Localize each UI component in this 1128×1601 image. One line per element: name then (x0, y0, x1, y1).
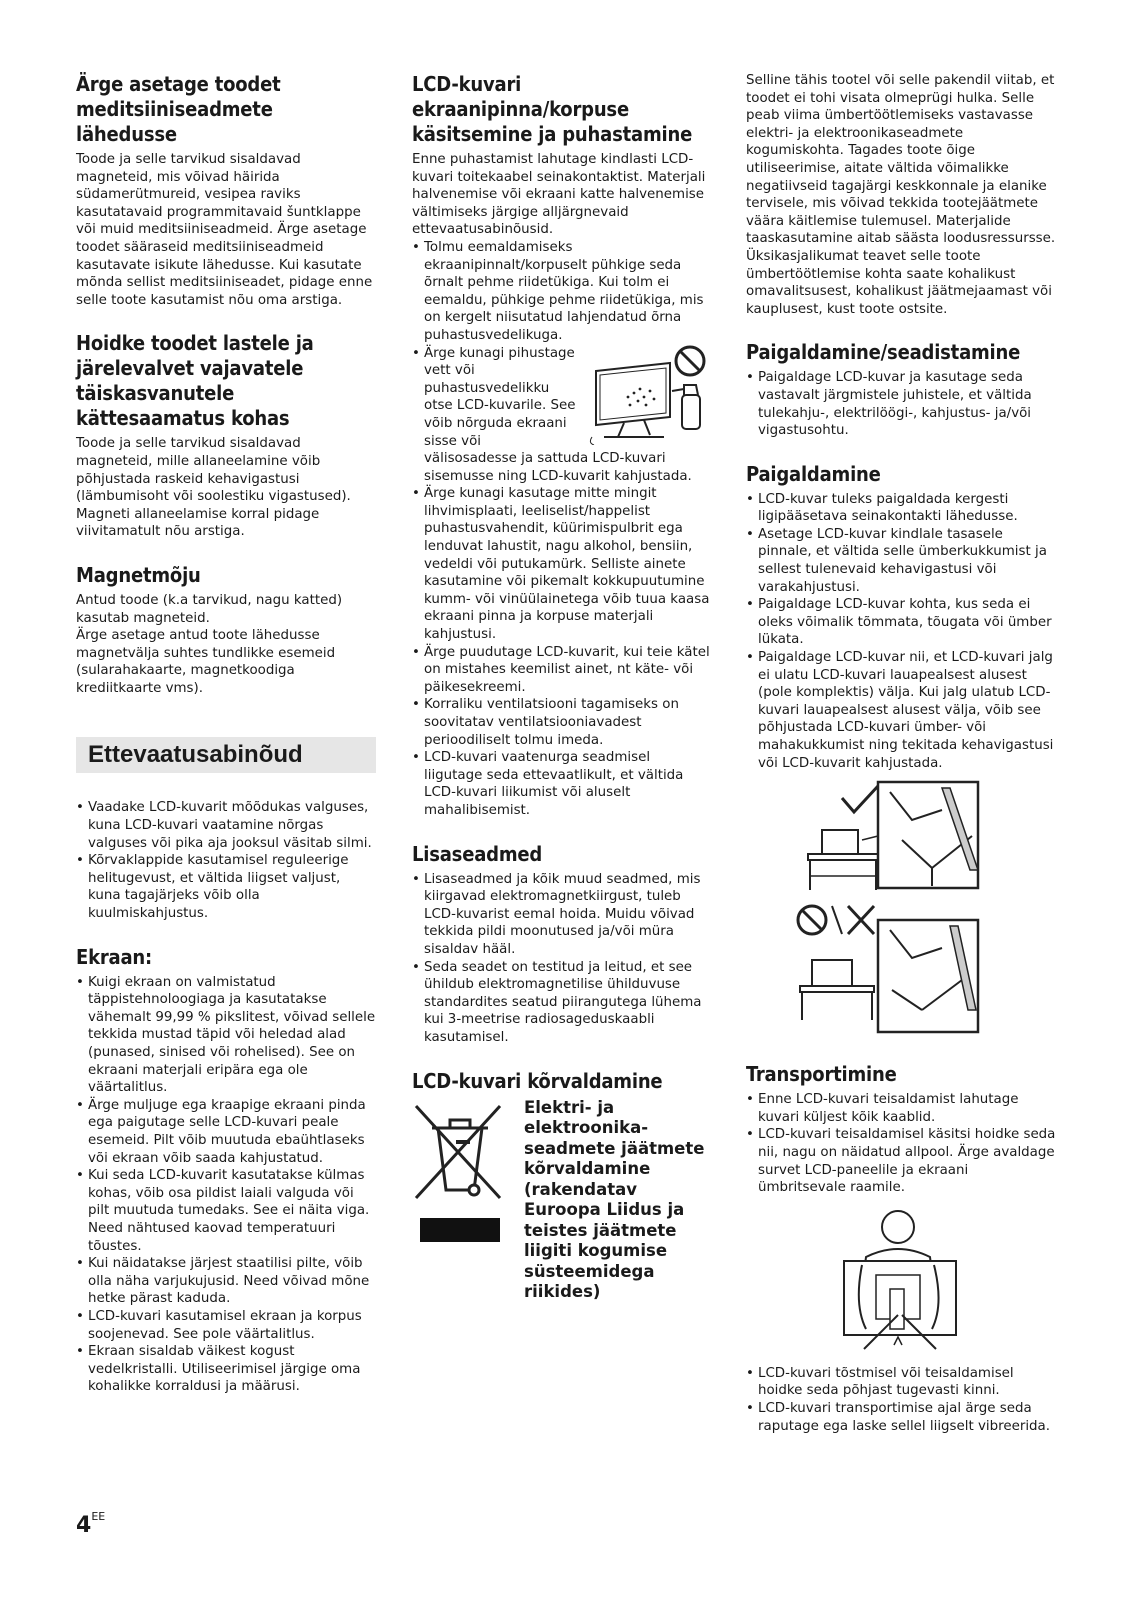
list-item: • Vaadake LCD-kuvarit mõõdukas valguses, kuna LCD-kuvari vaatamine nõrgas valguses või pika aja jooksul väsitab silmi. (76, 799, 376, 852)
list-item: • Enne LCD-kuvari teisaldamist lahutage kuvari küljest kõik kaablid. (746, 1091, 1058, 1126)
list-item: • LCD-kuvari kasutamisel ekraan ja korpus soojenevad. See pole väärtalitlus. (76, 1308, 376, 1343)
list-item: • Paigaldage LCD-kuvar nii, et LCD-kuvari jalg ei ulatu LCD-kuvari lauapealsest alusest (pole komplektis) välja. Kui jalg ulatub LCD-kuvari lauapealsest alusest välja, võib see põhjustada LCD-kuvari ümber- või mahakukkumist ning tekitada kehavigastusi või LCD-kuvarit kahjustada. (746, 649, 1058, 772)
section-screen (76, 945, 376, 1396)
no-spray-text: Ärge kunagi pihustage vett või puhastusvedelikku otse LCD-kuvarile. See võib nõrguda ekraani sisse või välisosadesse ja sattuda LCD-kuvari sisemusse ning LCD-kuvarit kahjustada. (424, 345, 692, 484)
heading-cleaning: LCD-kuvari ekraanipinna/korpuse käsitsemine ja puhastamine (412, 72, 693, 146)
weee-block (412, 1098, 712, 1303)
list-item: • Paigaldage LCD-kuvar kohta, kus seda ei oleks võimalik tõmmata, tõugata või ümber lükata. (746, 596, 1058, 649)
column-1 (76, 72, 376, 1418)
list-item: • Tolmu eemaldamiseks ekraanipinnalt/korpuselt pühkige seda õrnalt pehme riidetükiga. Kui tolm ei eemaldu, pühkige pehme riidetükiga, mis on kergelt niisutatud lahjendatud õrna puhastusvedelikuga. (412, 239, 712, 345)
heading-magnetic: Magnetmõju (76, 562, 201, 587)
column-2 (412, 72, 712, 1325)
list-item: • LCD-kuvari teisaldamisel käsitsi hoidke seda nii, nagu on näidatud allpool. Ärge avaldage survet LCD-paneelile ja ekraani ümbritsevale raamile. (746, 1126, 1058, 1196)
heading-transport: Transportimine (746, 1062, 897, 1087)
section-medical-devices (76, 72, 376, 309)
crossed-bin-icon (412, 1098, 504, 1248)
heading-installation: Paigaldamine (746, 461, 881, 486)
list-item-no-spray (412, 345, 712, 486)
list-item: • Ärge kunagi kasutage mitte mingit lihvimisplaati, leeliselist/happelist puhastusvahendit, küürimispulbrit ega lenduvat lahustit, nagu alkohol, bensiin, vedeldi või putukamürk. Selliste ainete kasutamine või pikemalt kokkupuutumine kumm- või vinüülainetega võib tuua kaasa ekraani pinna ja korpuse materjali kahjustusi. (412, 485, 712, 643)
list-item: • Asetage LCD-kuvar kindlale tasasele pinnale, et vältida selle ümberkukkumist ja sellest tulenevaid kehavigastusi või varakahjustusi. (746, 526, 1058, 596)
paragraph-children: Toode ja selle tarvikud sisaldavad magneteid, mille allaneelamine võib põhjustada raskeid kehavigastusi (lämbumisoht või soolestiku vigastused). Magneti allaneelamise korral pidage viivitamatult nõu arstiga. (76, 436, 351, 540)
list-item: • LCD-kuvari tõstmisel või teisaldamisel hoidke seda põhjast tugevasti kinni. (746, 1365, 1058, 1400)
paragraph-magnetic-1: Antud toode (k.a tarvikud, nagu katted) kasutab magneteid. (76, 592, 343, 626)
page-language-code: EE (91, 1510, 106, 1523)
paragraph-cleaning-intro: Enne puhastamist lahutage kindlasti LCD-kuvari toitekaabel seinakontaktist. Materjali halvenemise või ekraani katte halvenemise vältimiseks järgige alljärgnevaid ettevaatusabinõusid. (412, 152, 706, 238)
paragraph-disposal: Selline tähis tootel või selle pakendil viitab, et toodet ei tohi visata olmeprügi hulka. Selle peab viima ümbertöötlemiseks vastavasse elektri- ja elektroonikaseadmete kogumiskohta. Tagades toote õige utiliseerimise, aitate vältida võimalikke negatiivseid tagajärgi keskkonnale ja elanike tervisele, mis võivad tekkida tootejäätmete väära käitlemise tulemusel. Materjalide taaskasutamine aitab säästa loodusressursse. Üksikasjalikumat teavet selle toote ümbertöötlemise kohta saate kohalikust omavalitsusest, kohalikust jäätmejaamast või kauplusest, kust toote ostsite. (746, 73, 1056, 317)
carry-monitor-illustration (836, 1205, 976, 1355)
section-disposal-continued (746, 72, 1058, 318)
section-transport (746, 1062, 1058, 1435)
page-number-value: 4 (76, 1513, 92, 1538)
heading-accessories: Lisaseadmed (412, 841, 543, 866)
list-item: • Ärge puudutage LCD-kuvarit, kui teie kätel on mistahes keemilist ainet, nt käte- või päikesekreemi. (412, 644, 712, 697)
heading-disposal: LCD-kuvari kõrvaldamine (412, 1068, 663, 1093)
list-item: • Ekraan sisaldab väikest kogust vedelkristalli. Utiliseerimisel järgige oma kohalikke korraldusi ja määrusi. (76, 1343, 376, 1396)
list-item: • Lisaseadmed ja kõik muud seadmed, mis kiirgavad elektromagnetkiirgust, tuleb LCD-kuvarist eemal hoida. Muidu võivad tekkida pildi moonutused ja/või müra sisaldav hääl. (412, 871, 712, 959)
list-item: • LCD-kuvari vaatenurga seadmisel liigutage seda ettevaatlikult, et vältida LCD-kuvari liikumist või aluselt mahalibisemist. (412, 749, 712, 819)
heading-screen: Ekraan: (76, 944, 153, 969)
stand-placement-illustration (782, 780, 1022, 1040)
list-item: • LCD-kuvari transportimise ajal ärge seda raputage ega laske sellel liigselt vibreerida. (746, 1400, 1058, 1435)
section-children (76, 331, 376, 541)
section-setup (746, 340, 1058, 439)
list-item: • Seda seadet on testitud ja leitud, et see ühildub elektromagnetilise ühilduvuse standardites seatud piirangutega lühema kui 3-meetrise radiosageduskaabli kasutamisel. (412, 959, 712, 1047)
list-item: • Kõrvaklappide kasutamisel reguleerige helitugevust, et vältida liigset valjust, kuna tagajärjeks võib olla kuulmiskahjustus. (76, 852, 376, 922)
no-spray-illustration (584, 345, 712, 445)
heading-medical-devices: Ärge asetage toodet meditsiiniseadmete lähedusse (76, 72, 281, 146)
heading-children: Hoidke toodet lastele ja järelevalvet vajavatele täiskasvanutele kättesaamatus kohas (76, 331, 314, 431)
column-3 (746, 72, 1058, 1457)
list-item: • Kui näidatakse järjest staatilisi pilte, võib olla näha varjukujusid. Need võivad mõne hetke pärast kaduda. (76, 1255, 376, 1308)
list-item: • Kuigi ekraan on valmistatud täppistehnoloogiaga ja kasutatakse vähemalt 99,99 % pikslitest, võivad sellele tekkida mustad täpid või heledad alad (punased, sinised või rohelised). See on ekraani materjali eripära ega ole väärtalitlus. (76, 974, 376, 1097)
section-accessories (412, 842, 712, 1047)
paragraph-medical-devices: Toode ja selle tarvikud sisaldavad magneteid, mis võivad häirida südamerütmureid, vesipea raviks kasutatavaid programmitavaid šuntklappe või muid meditsiiniseadmeid. Ärge asetage toodet sääraseid meditsiiniseadmeid kasutavate isikute lähedusse. Kui kasutate mõnda sellist meditsiiniseadet, pidage enne selle toote kasutamist nõu oma arstiga. (76, 152, 373, 308)
section-general-precautions (76, 799, 376, 922)
section-installation (746, 462, 1058, 1041)
section-magnetic (76, 563, 376, 698)
section-cleaning (412, 72, 712, 820)
section-disposal (412, 1069, 712, 1303)
weee-title: Elektri- ja elektroonika-seadmete jäätmete kõrvaldamine (rakendatav Euroopa Liidus ja teistes jäätmete liigiti kogumise süsteemidega riikides) (524, 1097, 705, 1301)
precautions-banner: Ettevaatusabinõud (76, 737, 376, 773)
page-number (76, 1510, 105, 1538)
paragraph-magnetic-2: Ärge asetage antud toote lähedusse magnetvälja suhtes tundlikke esemeid (sularahakaarte, magnetkoodiga krediitkaarte vms). (76, 628, 336, 696)
list-item: • Kui seda LCD-kuvarit kasutatakse külmas kohas, võib osa pildist laiali valguda või pilt muutuda tumedaks. See ei näita viga. Need nähtused kaovad temperatuuri tõustes. (76, 1167, 376, 1255)
list-item: • Paigaldage LCD-kuvar ja kasutage seda vastavalt järgmistele juhistele, et vältida tulekahju-, elektrilöögi-, kahjustus- ja/või vigastusohtu. (746, 369, 1058, 439)
list-item: • Korraliku ventilatsiooni tagamiseks on soovitatav ventilatsiooniavadest perioodiliselt tolmu imeda. (412, 696, 712, 749)
list-item: • Ärge muljuge ega kraapige ekraani pinda ega paigutage selle LCD-kuvari peale esemeid. Pilt võib muutuda ebaühtlaseks või ekraan võib saada kahjustatud. (76, 1097, 376, 1167)
list-item: • LCD-kuvar tuleks paigaldada kergesti ligipääsetava seinakontakti lähedusse. (746, 491, 1058, 526)
heading-setup: Paigaldamine/seadistamine (746, 340, 1021, 365)
